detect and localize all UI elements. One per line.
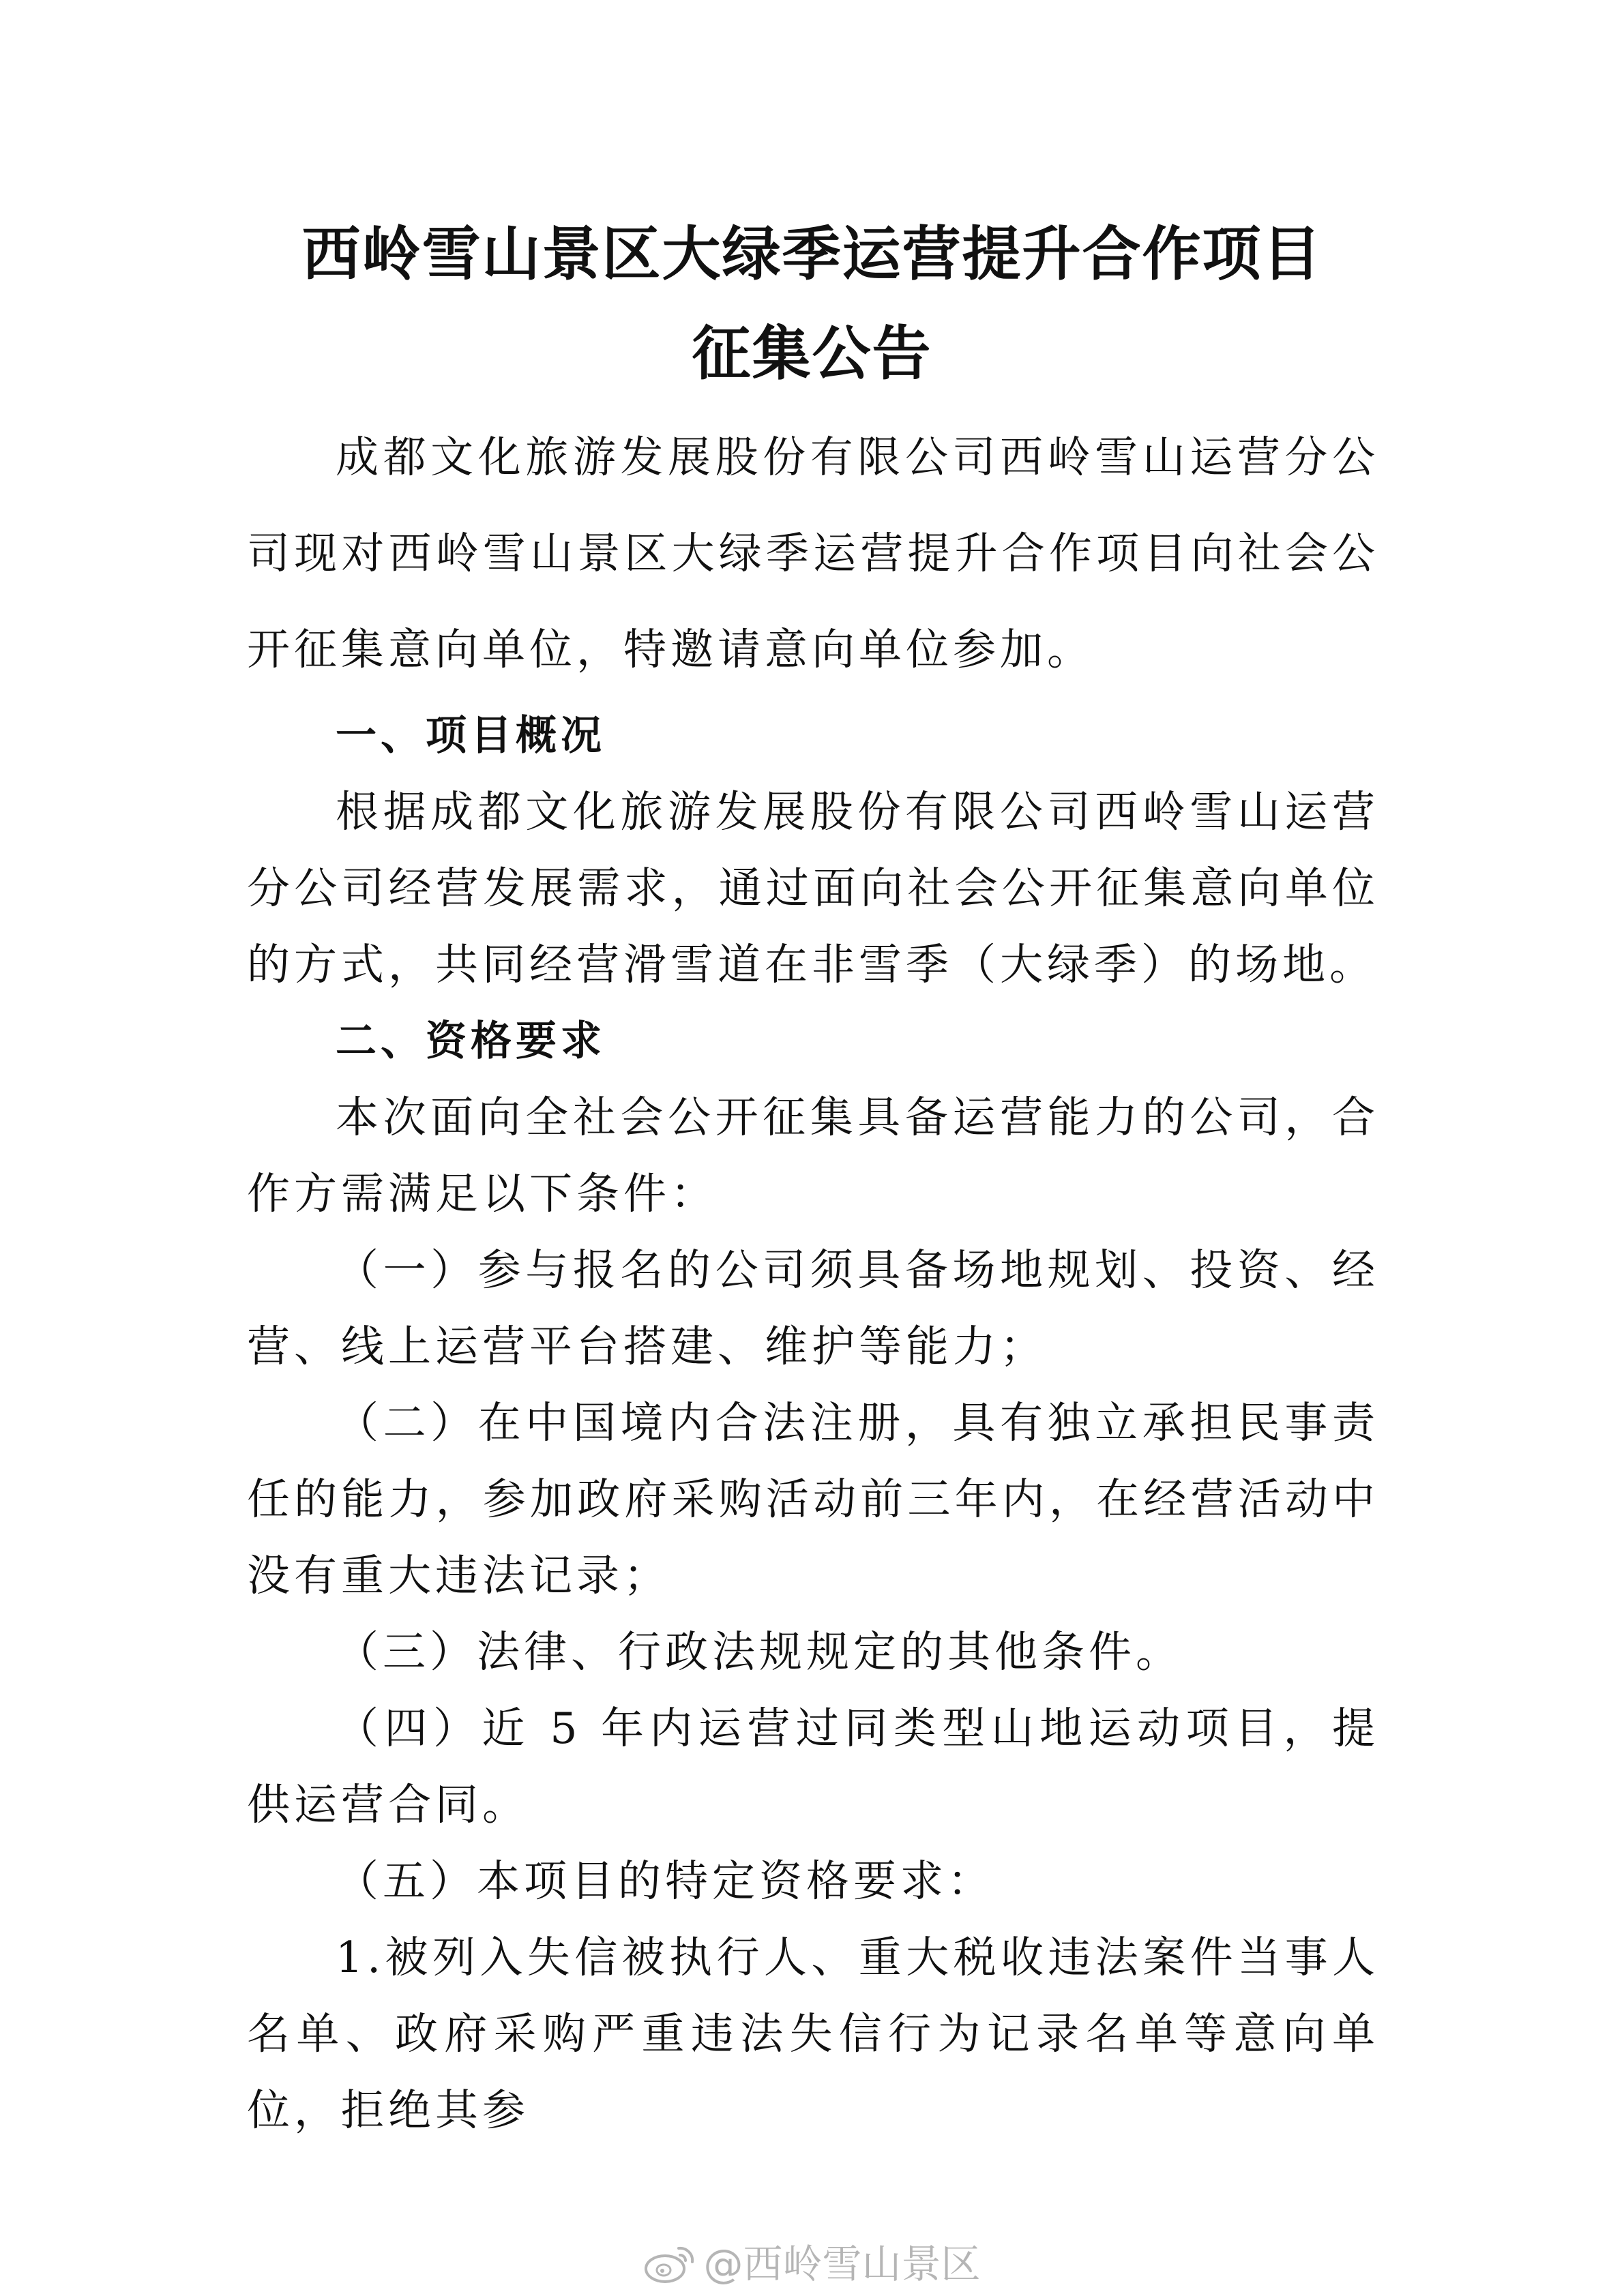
- watermark: [0, 2234, 1624, 2291]
- requirement-5-item-1: 1.被列入失信被执行人、重大税收违法案件当事人名单、政府采购严重违法失信行为记录名单等意向单位，拒绝其参: [247, 1933, 1379, 2135]
- intro-paragraph: 成都文化旅游发展股份有限公司西岭雪山运营分公司现对西岭雪山景区大绿季运营提升合作项目向社会公开征集意向单位，特邀请意向单位参加。: [247, 432, 1379, 674]
- title-line-1: 西岭雪山景区大绿季运营提升合作项目: [301, 220, 1323, 288]
- requirement-2: （二）在中国境内合法注册，具有独立承担民事责任的能力，参加政府采购活动前三年内，在经营活动中没有重大违法记录；: [247, 1398, 1379, 1600]
- requirement-3: （三）法律、行政法规规定的其他条件。: [336, 1627, 1183, 1677]
- title-line-2: 征集公告: [692, 319, 932, 388]
- watermark-text: @西岭雪山景区: [703, 2240, 981, 2287]
- overview-paragraph: 根据成都文化旅游发展股份有限公司西岭雪山运营分公司经营发展需求，通过面向社会公开征集意向单位的方式，共同经营滑雪道在非雪季（大绿季）的场地。: [247, 787, 1379, 989]
- requirement-5: （五）本项目的特定资格要求：: [336, 1856, 994, 1906]
- qualification-intro: 本次面向全社会公开征集具备运营能力的公司，合作方需满足以下条件：: [247, 1092, 1379, 1219]
- requirement-4: （四）近 5 年内运营过同类型山地运动项目，提供运营合同。: [247, 1703, 1379, 1830]
- section-heading-qualification: 二、资格要求: [336, 1017, 606, 1065]
- document-title: [0, 205, 1624, 404]
- weibo-icon: [643, 2243, 696, 2285]
- document-body: [247, 409, 1379, 2149]
- section-heading-overview: 一、项目概况: [336, 712, 606, 760]
- requirement-1: （一）参与报名的公司须具备场地规划、投资、经营、线上运营平台搭建、维护等能力；: [247, 1245, 1379, 1371]
